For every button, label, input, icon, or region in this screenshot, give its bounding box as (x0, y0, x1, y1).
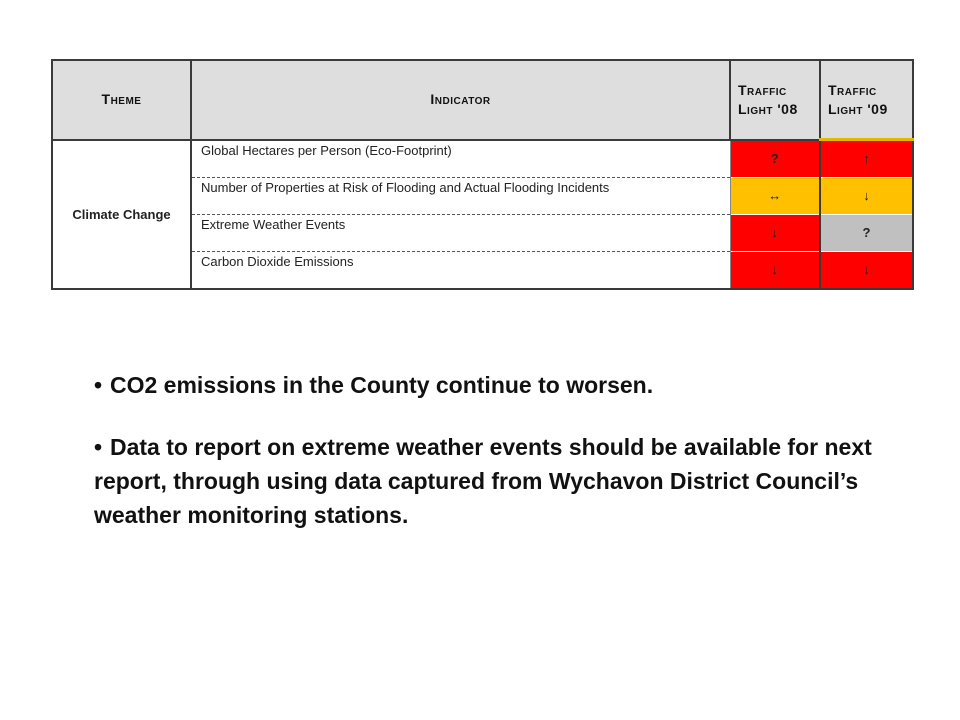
indicator-cell: Carbon Dioxide Emissions (191, 251, 730, 289)
traffic-light-09-cell: ↓ (820, 251, 913, 289)
table-header-row (52, 60, 913, 140)
header-08-line2: Light '08 (738, 100, 798, 117)
traffic-light-08-cell: ↓ (730, 214, 820, 251)
header-traffic-light-09 (820, 60, 913, 140)
theme-cell: Climate Change (52, 140, 191, 289)
header-indicator: Indicator (191, 60, 730, 140)
traffic-light-09-cell: ? (820, 214, 913, 251)
bullet-item (94, 430, 894, 532)
header-09-line1: Traffic (828, 81, 877, 98)
header-08-line1: Traffic (738, 81, 787, 98)
bullet-item (94, 368, 894, 402)
traffic-light-table (51, 59, 914, 290)
bullet-list (94, 368, 894, 560)
traffic-light-09-cell: ↑ (820, 140, 913, 178)
traffic-light-08-cell: ↔ (730, 177, 820, 214)
traffic-light-08-cell: ? (730, 140, 820, 178)
indicator-cell: Number of Properties at Risk of Flooding and Actual Flooding Incidents (191, 177, 730, 214)
bullet-icon: • (94, 434, 103, 460)
indicator-cell: Extreme Weather Events (191, 214, 730, 251)
header-traffic-light-08 (730, 60, 820, 140)
header-09-line2: Light '09 (828, 100, 888, 117)
table-row (52, 140, 913, 178)
header-theme: Theme (52, 60, 191, 140)
traffic-light-09-cell: ↓ (820, 177, 913, 214)
bullet-text: CO2 emissions in the County continue to worsen. (110, 372, 654, 398)
traffic-light-08-cell: ↓ (730, 251, 820, 289)
indicator-cell: Global Hectares per Person (Eco-Footprint) (191, 140, 730, 178)
bullet-text: Data to report on extreme weather events should be available for next report, through using data captured from Wychavon District Council’s weather monitoring stations. (94, 434, 872, 528)
bullet-icon: • (94, 372, 103, 398)
